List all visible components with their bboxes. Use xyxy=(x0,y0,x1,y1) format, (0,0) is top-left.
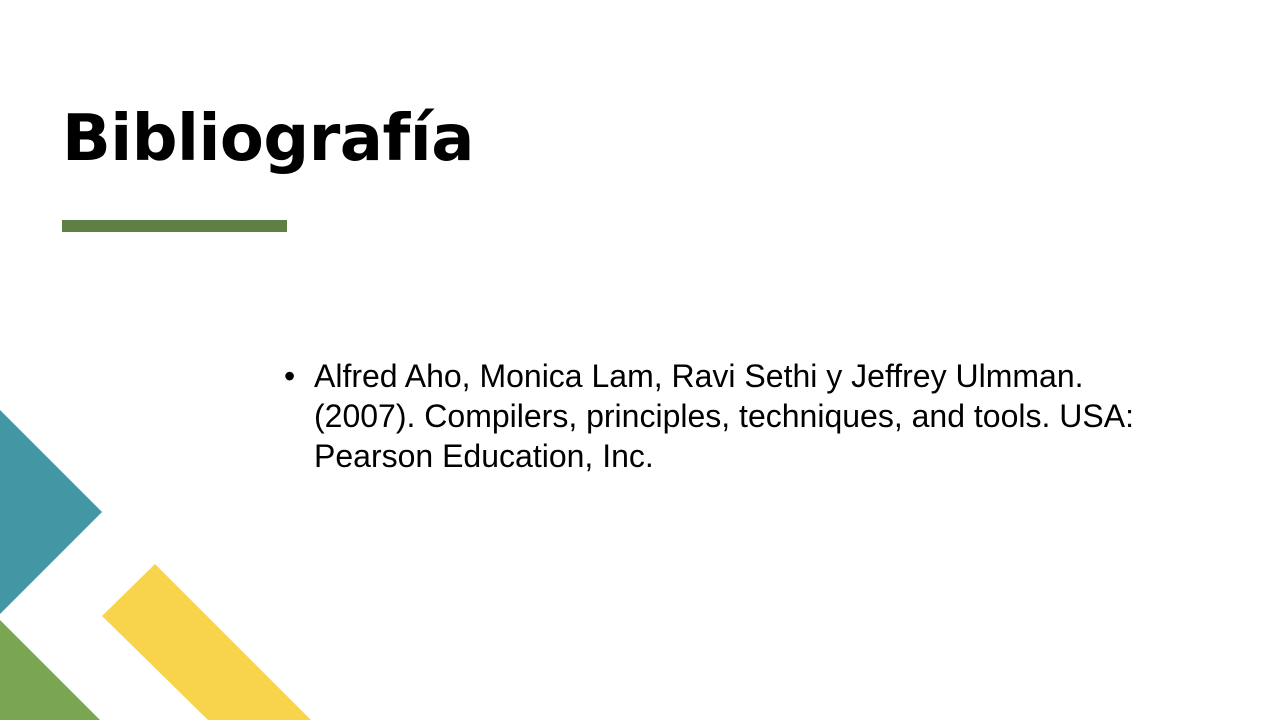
reference-text: Alfred Aho, Monica Lam, Ravi Sethi y Jeffrey Ulmman. (2007). Compilers, principles, techniques, and tools. USA: Pearson Education, Inc. xyxy=(314,358,1134,474)
slide-title: Bibliografía xyxy=(62,102,474,176)
teal-triangle-shape xyxy=(0,410,102,614)
reference-list xyxy=(284,356,1184,476)
reference-item xyxy=(284,356,1184,476)
green-triangle-shape xyxy=(0,620,100,720)
bullet-icon: • xyxy=(284,358,296,394)
yellow-diagonal-band-shape xyxy=(102,564,311,720)
title-underline-rule xyxy=(62,220,287,232)
